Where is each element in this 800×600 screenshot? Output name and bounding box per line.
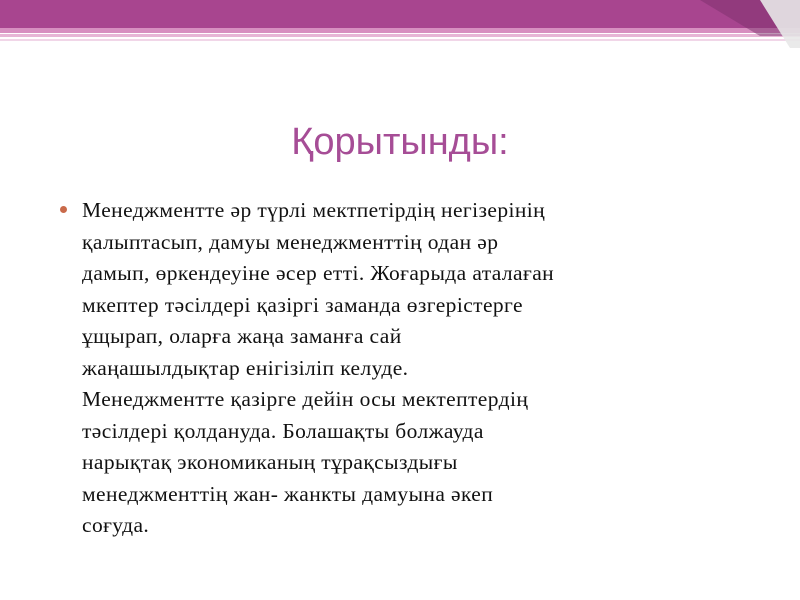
slide-title: Қорытынды:: [291, 121, 509, 163]
slide-body: [60, 195, 750, 542]
bullet-line: қалыптасып, дамуы менеджменттің одан әр: [82, 229, 499, 254]
bullet-line: нарықтақ экономиканың тұрақсыздығы: [82, 450, 458, 474]
bullet-item: [60, 195, 750, 542]
bullet-line: ұщырап, оларға жаңа заманға сай: [82, 324, 402, 348]
bullet-line: Менеджментте қазірге дейін осы мектептердің: [82, 387, 529, 411]
bullet-line: дамып, өркендеуіне әсер етті. Жоғарыда аталаған: [82, 261, 555, 285]
bullet-line: жаңашылдықтар енігізіліп келуде.: [82, 355, 409, 380]
bullet-line: Менеджментте әр түрлі мектпетірдің негізерінің: [82, 198, 546, 222]
top-decorative-band: [0, 0, 800, 48]
bullet-text: [82, 195, 750, 542]
bullet-dot-icon: [60, 206, 67, 213]
bullet-line: соғуда.: [82, 513, 150, 537]
bullet-line: тәсілдері қолдануда. Болашақты болжауда: [82, 418, 484, 443]
bullet-line: мкептер тәсілдері қазіргі заманда өзгерістерге: [82, 292, 523, 317]
bullet-line: менеджменттің жан- жанкты дамуына әкеп: [82, 481, 494, 506]
